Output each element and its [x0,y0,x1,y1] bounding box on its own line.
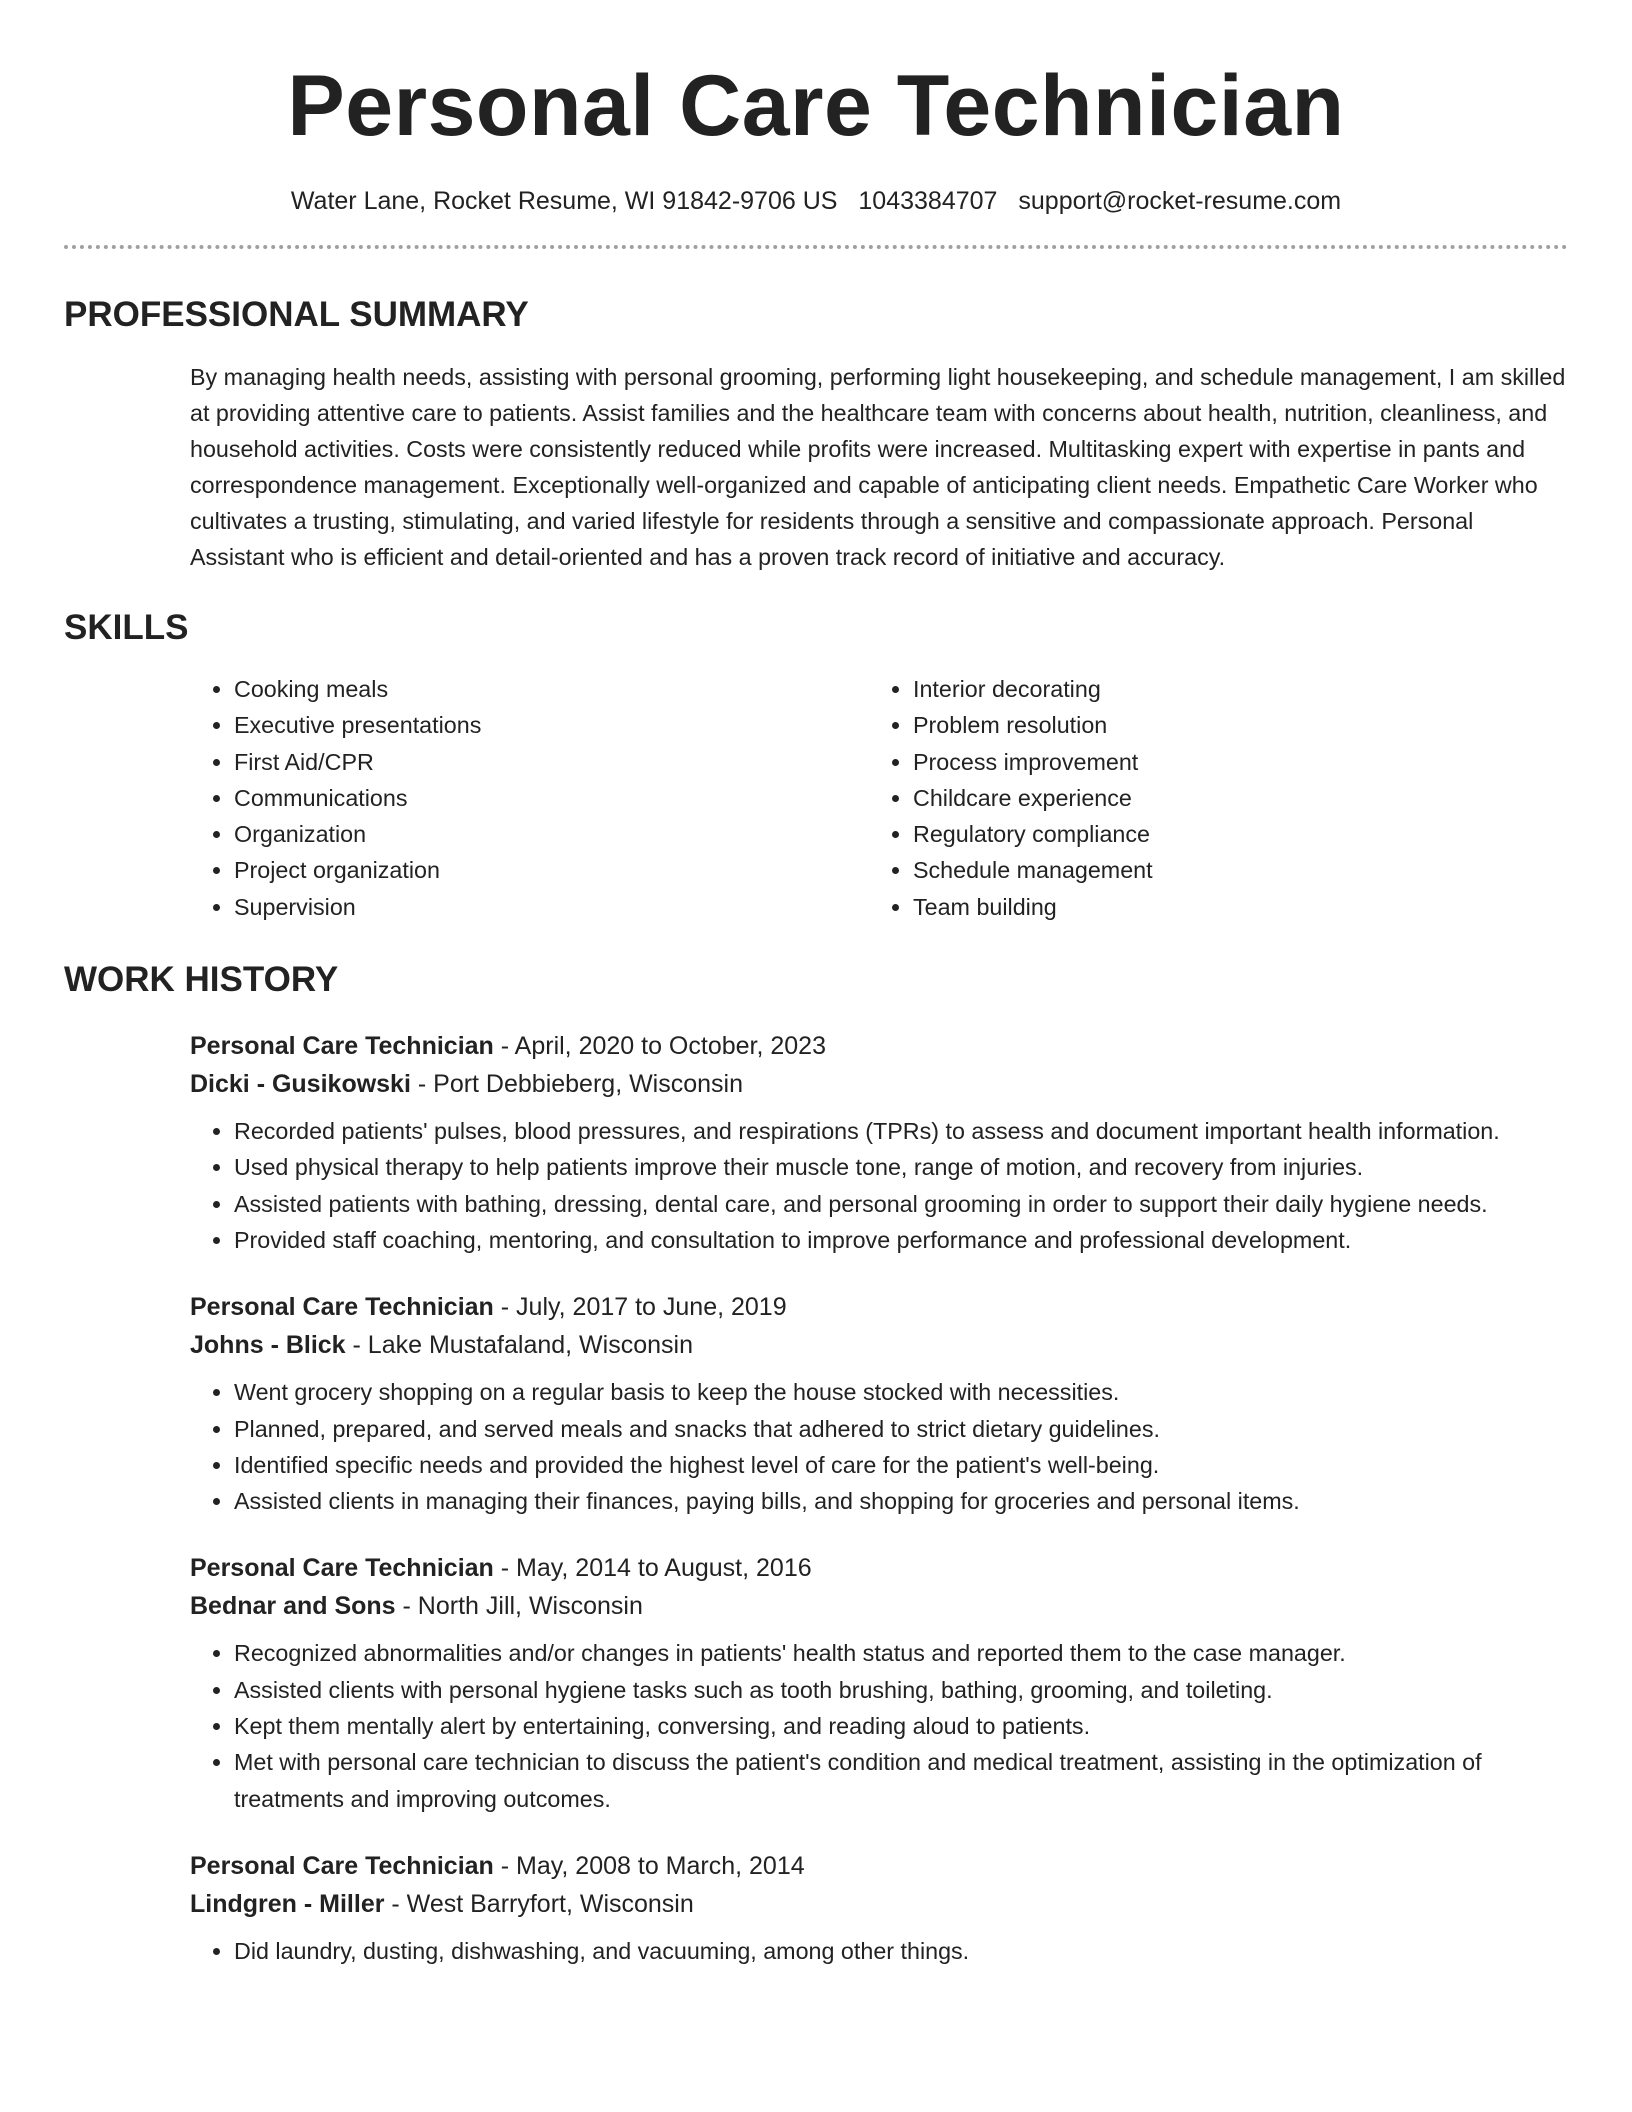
job-bullets [190,1374,1568,1519]
summary-text: By managing health needs, assisting with personal grooming, performing light housekeeping, and schedule management, I am skilled at providing attentive care to patients. Assist families and the healthcare team with concerns about health, nutrition, cleanliness, and household activities. Costs were consistently reduced while profits were increased. Multitasking expert with expertise in pants and correspondence management. Exceptionally well-organized and capable of anticipating client needs. Empathetic Care Worker who cultivates a trusting, stimulating, and varied lifestyle for residents through a sensitive and compassionate approach. Personal Assistant who is efficient and detail-oriented and has a proven track record of initiative and accuracy. [190,364,1566,570]
job-location: - West Barryfort, Wisconsin [384,1889,694,1918]
contact-email: support@rocket-resume.com [1018,187,1342,215]
skill-item: • Problem resolution [913,707,1513,743]
job-bullets [190,1635,1568,1816]
job-dates: - April, 2020 to October, 2023 [493,1032,826,1061]
job-company-line [190,1065,1568,1103]
job-bullet: • Provided staff coaching, mentoring, and consultation to improve performance and professional development. [234,1222,1568,1258]
job-bullet: • Recorded patients' pulses, blood pressures, and respirations (TPRs) to assess and document important health information. [234,1113,1568,1149]
job-role: Personal Care Technician [190,1554,494,1583]
job-dates: - May, 2008 to March, 2014 [493,1851,805,1880]
job-company-line [190,1587,1568,1625]
job-bullet: • Assisted clients in managing their finances, paying bills, and shopping for groceries and personal items. [234,1483,1568,1519]
job-bullets [190,1113,1568,1258]
job-title-line [190,1549,1568,1587]
skills-grid [190,671,1568,925]
job-title-line [190,1847,1568,1885]
job-entry [190,1847,1568,1969]
job-entry [190,1549,1568,1816]
job-entry [190,1027,1568,1258]
job-bullet: • Assisted clients with personal hygiene tasks such as tooth brushing, bathing, grooming, and toileting. [234,1672,1568,1708]
skills-left-column [190,671,869,925]
job-bullet: • Went grocery shopping on a regular basis to keep the house stocked with necessities. [234,1374,1568,1410]
skill-item: • Team building [913,889,1513,925]
header-divider [64,245,1568,249]
job-title-line [190,1288,1568,1326]
skill-item: • Childcare experience [913,780,1513,816]
job-location: - Port Debbieberg, Wisconsin [410,1070,744,1099]
job-company: Johns - Blick [190,1331,346,1360]
job-bullet: • Assisted patients with bathing, dressing, dental care, and personal grooming in order to support their daily hygiene needs. [234,1186,1568,1222]
skill-item: • Supervision [234,889,869,925]
job-role: Personal Care Technician [190,1032,494,1061]
job-title-line [190,1027,1568,1065]
job-bullet: • Recognized abnormalities and/or changes in patients' health status and reported them to the case manager. [234,1635,1568,1671]
skill-item: • Schedule management [913,852,1513,888]
job-company: Dicki - Gusikowski [190,1070,411,1099]
job-bullets [190,1933,1568,1969]
skill-item: • Executive presentations [234,707,869,743]
work-history-heading: WORK HISTORY [64,960,339,1000]
skill-item: • Interior decorating [913,671,1513,707]
job-bullet: • Did laundry, dusting, dishwashing, and vacuuming, among other things. [234,1933,1568,1969]
job-location: - Lake Mustafaland, Wisconsin [345,1331,693,1360]
skill-item: • Organization [234,816,869,852]
job-role: Personal Care Technician [190,1851,494,1880]
job-bullet: • Met with personal care technician to discuss the patient's condition and medical treatment, assisting in the optimization of treatments and improving outcomes. [234,1744,1568,1817]
resume-name: Personal Care Technician [287,58,1345,154]
job-entry [190,1288,1568,1519]
job-bullet: • Identified specific needs and provided the highest level of care for the patient's well-being. [234,1447,1568,1483]
job-company-line [190,1326,1568,1364]
job-bullet: • Planned, prepared, and served meals and snacks that adhered to strict dietary guidelines. [234,1411,1568,1447]
skill-item: • Cooking meals [234,671,869,707]
job-bullet: • Used physical therapy to help patients improve their muscle tone, range of motion, and recovery from injuries. [234,1149,1568,1185]
job-company-line [190,1885,1568,1923]
contact-address: Water Lane, Rocket Resume, WI 91842-9706 US [290,187,838,215]
job-dates: - May, 2014 to August, 2016 [493,1554,812,1583]
skill-item: • Project organization [234,852,869,888]
skill-item: • First Aid/CPR [234,744,869,780]
job-company: Lindgren - Miller [190,1889,385,1918]
job-dates: - July, 2017 to June, 2019 [493,1293,787,1322]
skills-right-column [869,671,1513,925]
job-role: Personal Care Technician [190,1293,494,1322]
contact-phone: 1043384707 [858,187,998,215]
summary-heading: PROFESSIONAL SUMMARY [64,295,529,334]
skill-item: • Regulatory compliance [913,816,1513,852]
job-bullet: • Kept them mentally alert by entertaining, conversing, and reading aloud to patients. [234,1708,1568,1744]
job-location: - North Jill, Wisconsin [395,1592,643,1621]
contact-line [64,187,1568,216]
skill-item: • Communications [234,780,869,816]
skills-heading: SKILLS [64,608,189,647]
skill-item: • Process improvement [913,744,1513,780]
job-company: Bednar and Sons [190,1592,396,1621]
